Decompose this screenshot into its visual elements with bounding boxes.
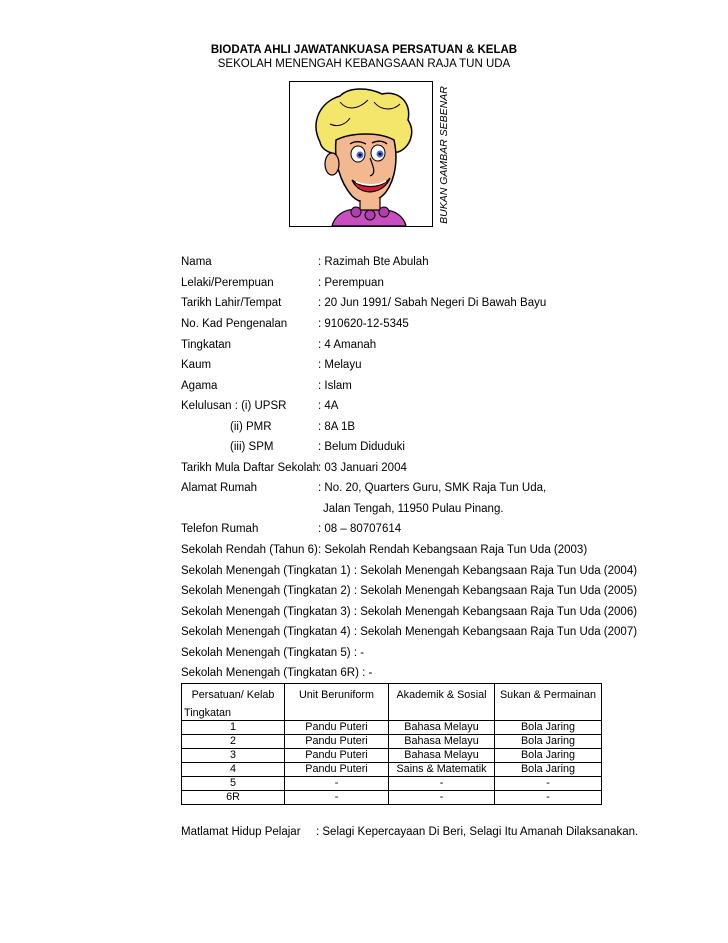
- field-label: Alamat Rumah: [181, 482, 258, 494]
- tingkatan-cell: 1: [182, 721, 285, 735]
- field-value: : Perempuan: [318, 277, 384, 289]
- sukan-cell: Bola Jaring: [495, 763, 602, 777]
- field-value: : 8A 1B: [318, 421, 356, 433]
- school-history-line: Sekolah Menengah (Tingkatan 5) : -: [181, 647, 365, 659]
- unit-beruniform-cell: Pandu Puteri: [285, 763, 389, 777]
- sukan-cell: Bola Jaring: [495, 721, 602, 735]
- unit-beruniform-cell: -: [285, 791, 389, 805]
- photo-caption: BUKAN GAMBAR SEBENAR: [438, 86, 450, 224]
- table-row: [182, 749, 602, 763]
- field-label: Lelaki/Perempuan: [181, 277, 274, 289]
- akademik-cell: Bahasa Melayu: [389, 735, 495, 749]
- header-unit-beruniform: Unit Beruniform: [285, 684, 389, 707]
- header-sukan: Sukan & Permainan: [495, 684, 602, 707]
- akademik-cell: Bahasa Melayu: [389, 721, 495, 735]
- field-label: (ii) PMR: [230, 421, 272, 433]
- activity-table: [181, 683, 602, 805]
- unit-beruniform-cell: Pandu Puteri: [285, 735, 389, 749]
- header-persatuan: Persatuan/ Kelab: [182, 684, 285, 707]
- field-label: Nama: [181, 256, 212, 268]
- field-label: Agama: [181, 380, 218, 392]
- field-value: : 910620-12-5345: [318, 318, 409, 330]
- tingkatan-cell: 4: [182, 763, 285, 777]
- field-label: Tarikh Lahir/Tempat: [181, 297, 282, 309]
- field-value: : 03 Januari 2004: [318, 462, 407, 474]
- unit-beruniform-cell: -: [285, 777, 389, 791]
- field-label: Sekolah Rendah (Tahun 6): [181, 544, 318, 556]
- tingkatan-cell: 6R: [182, 791, 285, 805]
- table-subheader-row: [182, 706, 602, 721]
- akademik-cell: Sains & Matematik: [389, 763, 495, 777]
- field-value: : 4A: [318, 400, 339, 412]
- field-label: No. Kad Pengenalan: [181, 318, 288, 330]
- field-value: : Sekolah Rendah Kebangsaan Raja Tun Uda (2003): [318, 544, 588, 556]
- sukan-cell: Bola Jaring: [495, 749, 602, 763]
- field-value: Jalan Tengah, 11950 Pulau Pinang.: [323, 503, 504, 515]
- empty-cell: [389, 706, 495, 721]
- field-label: (iii) SPM: [230, 441, 274, 453]
- field-value: : No. 20, Quarters Guru, SMK Raja Tun Uda,: [318, 482, 547, 494]
- table-row: [182, 721, 602, 735]
- sukan-cell: Bola Jaring: [495, 735, 602, 749]
- header-akademik: Akademik & Sosial: [389, 684, 495, 707]
- table-row: [182, 791, 602, 805]
- field-value: : 4 Amanah: [318, 339, 377, 351]
- field-label: Kaum: [181, 359, 212, 371]
- sukan-cell: -: [495, 777, 602, 791]
- field-value: : Belum Diduduki: [318, 441, 405, 453]
- empty-cell: [495, 706, 602, 721]
- school-history-line: Sekolah Menengah (Tingkatan 3) : Sekolah Menengah Kebangsaan Raja Tun Uda (2006): [181, 606, 638, 618]
- matlamat-label: Matlamat Hidup Pelajar: [181, 826, 301, 838]
- field-label: Tarikh Mula Daftar Sekolah: [181, 462, 320, 474]
- tingkatan-cell: 2: [182, 735, 285, 749]
- field-label: Kelulusan : (i) UPSR: [181, 400, 287, 412]
- matlamat-value: : Selagi Kepercayaan Di Beri, Selagi Itu Amanah Dilaksanakan.: [316, 826, 639, 838]
- field-value: : 20 Jun 1991/ Sabah Negeri Di Bawah Bayu: [318, 297, 547, 309]
- school-history-line: Sekolah Menengah (Tingkatan 1) : Sekolah Menengah Kebangsaan Raja Tun Uda (2004): [181, 565, 638, 577]
- empty-cell: [285, 706, 389, 721]
- unit-beruniform-cell: Pandu Puteri: [285, 721, 389, 735]
- cartoon-woman-portrait-icon: [290, 82, 432, 226]
- field-label: Tingkatan: [181, 339, 232, 351]
- akademik-cell: -: [389, 791, 495, 805]
- school-history-line: Sekolah Menengah (Tingkatan 2) : Sekolah Menengah Kebangsaan Raja Tun Uda (2005): [181, 585, 638, 597]
- field-label: Telefon Rumah: [181, 523, 259, 535]
- field-value: : 08 – 80707614: [318, 523, 402, 535]
- sukan-cell: -: [495, 791, 602, 805]
- table-header-row: [182, 684, 602, 707]
- field-value: : Islam: [318, 380, 352, 392]
- table-row: [182, 735, 602, 749]
- field-value: : Razimah Bte Abulah: [318, 256, 429, 268]
- table-row: [182, 777, 602, 791]
- tingkatan-cell: 5: [182, 777, 285, 791]
- akademik-cell: -: [389, 777, 495, 791]
- header-tingkatan: Tingkatan: [182, 706, 285, 721]
- tingkatan-cell: 3: [182, 749, 285, 763]
- table-row: [182, 763, 602, 777]
- document-subtitle: SEKOLAH MENENGAH KEBANGSAAN RAJA TUN UDA: [217, 58, 511, 70]
- school-history-line: Sekolah Menengah (Tingkatan 6R) : -: [181, 667, 373, 679]
- profile-photo: [289, 81, 433, 227]
- unit-beruniform-cell: Pandu Puteri: [285, 749, 389, 763]
- document-title: BIODATA AHLI JAWATANKUASA PERSATUAN & KELAB: [210, 44, 518, 56]
- school-history-line: Sekolah Menengah (Tingkatan 4) : Sekolah Menengah Kebangsaan Raja Tun Uda (2007): [181, 626, 638, 638]
- akademik-cell: Bahasa Melayu: [389, 749, 495, 763]
- field-value: : Melayu: [318, 359, 362, 371]
